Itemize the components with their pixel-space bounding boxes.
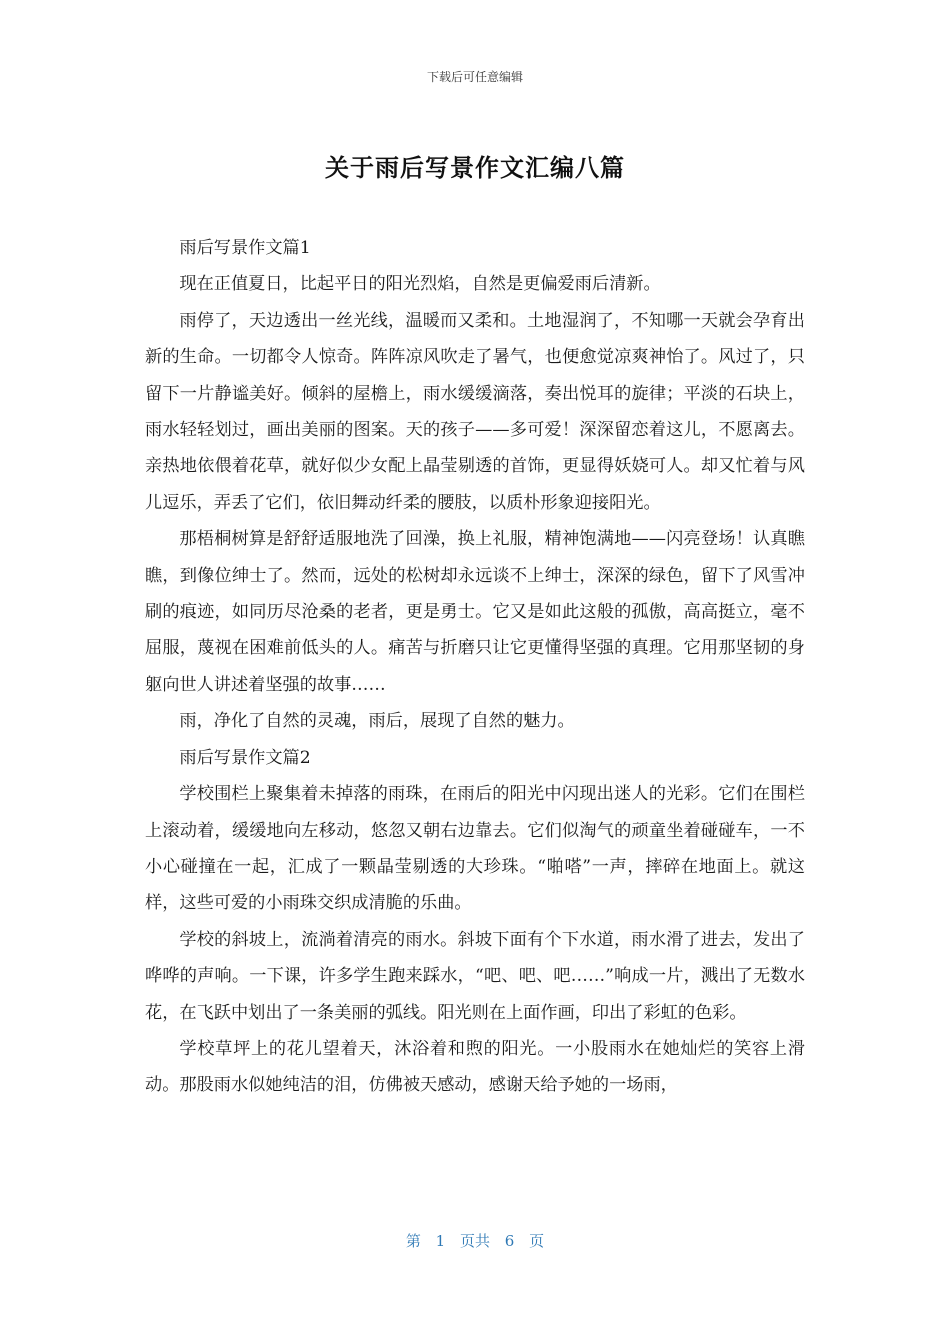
- section-heading: 雨后写景作文篇1: [179, 238, 311, 258]
- document-title: 关于雨后写景作文汇编八篇: [325, 154, 625, 182]
- paragraph: 现在正值夏日，比起平日的阳光烈焰，自然是更偏爱雨后清新。: [179, 274, 661, 295]
- paragraph: 学校的斜坡上，流淌着清亮的雨水。斜坡下面有个下水道，雨水滑了进去，发出了哗哗的声响。一下课，许多学生跑来踩水，“吧、吧、吧……”响成一片，溅出了无数水花，在飞跃中划出了一条美丽的弧线。阳光则在上面作画，印出了彩虹的色彩。: [145, 929, 805, 1023]
- page-indicator: 第 1 页共 6 页: [405, 1232, 545, 1250]
- header-note: 下载后可任意编辑: [426, 70, 523, 84]
- paragraph: 雨，净化了自然的灵魂，雨后，展现了自然的魅力。: [179, 711, 575, 732]
- paragraph: 那梧桐树算是舒舒适服地洗了回澡，换上礼服，精神饱满地——闪亮登场！认真瞧瞧，到像位绅士了。然而，远处的松树却永远谈不上绅士，深深的绿色，留下了风雪冲刷的痕迹，如同历尽沧桑的老者，更是勇士。它又是如此这般的孤傲，高高挺立，毫不屈服，蔑视在困难前低头的人。痛苦与折磨只让它更懂得坚强的真理。它用那坚韧的身躯向世人讲述着坚强的故事……: [145, 529, 805, 695]
- document-body: [145, 230, 805, 1104]
- paragraph: 雨停了，天边透出一丝光线，温暖而又柔和。土地湿润了，不知哪一天就会孕育出新的生命。一切都令人惊奇。阵阵凉风吹走了暑气，也便愈觉凉爽神怡了。风过了，只留下一片静谧美好。倾斜的屋檐上，雨水缓缓滴落，奏出悦耳的旋律；平淡的石块上，雨水轻轻划过，画出美丽的图案。天的孩子——多可爱！深深留恋着这儿，不愿离去。亲热地依偎着花草，就好似少女配上晶莹剔透的首饰，更显得妖娆可人。却又忙着与风儿逗乐，弄丢了它们，依旧舞动纤柔的腰肢，以质朴形象迎接阳光。: [145, 310, 805, 513]
- section-heading: 雨后写景作文篇2: [179, 747, 311, 768]
- paragraph: 学校围栏上聚集着未掉落的雨珠，在雨后的阳光中闪现出迷人的光彩。它们在围栏上滚动着，缓缓地向左移动，悠忽又朝右边靠去。它们似淘气的顽童坐着碰碰车，一不小心碰撞在一起，汇成了一颗晶莹剔透的大珍珠。“啪嗒”一声，摔碎在地面上。就这样，这些可爱的小雨珠交织成清脆的乐曲。: [145, 784, 805, 914]
- paragraph: 学校草坪上的花儿望着天，沐浴着和煦的阳光。一小股雨水在她灿烂的笑容上滑动。那股雨水似她纯洁的泪，仿佛被天感动，感谢天给予她的一场雨，: [145, 1038, 805, 1096]
